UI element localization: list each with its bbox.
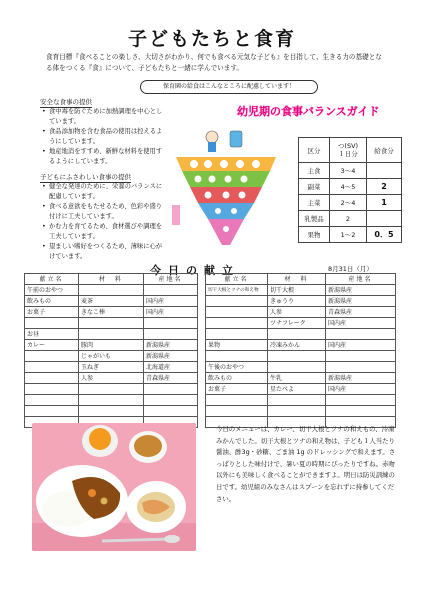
menu-gap (198, 395, 206, 406)
menu-cell: 新潟県産 (326, 296, 396, 307)
menu-cell (25, 373, 79, 384)
menu-row (25, 362, 396, 373)
menu-row (25, 395, 396, 406)
menu-title: 今日の献立 (150, 264, 240, 277)
guide-cell: 1 (367, 195, 402, 211)
menu-cell (268, 362, 326, 373)
menu-cell: 産地名 (144, 274, 198, 285)
menu-header-row (25, 274, 396, 285)
guide-cell: 4～5 (330, 179, 367, 195)
menu-gap (198, 362, 206, 373)
menu-cell: 人参 (268, 307, 326, 318)
menu-cell: 豚肉 (79, 340, 144, 351)
guide-row (299, 195, 402, 211)
menu-cell (25, 351, 79, 362)
menu-row (25, 296, 396, 307)
guide-row (299, 163, 402, 179)
guide-cell (367, 211, 402, 227)
menu-table (24, 273, 396, 428)
menu-cell: お菓子 (25, 307, 79, 318)
menu-cell: 青森県産 (144, 373, 198, 384)
bullet-text: かむ力を育てるため、食材選びや調理を工夫しています。 (49, 223, 163, 240)
menu-cell (268, 406, 326, 417)
bullet-item (42, 202, 168, 222)
menu-cell: 玉ねぎ (79, 362, 144, 373)
menu-cell (206, 329, 268, 340)
guide-cell: 2～4 (330, 195, 367, 211)
menu-cell: 献立名 (206, 274, 268, 285)
bullet-text: 地産地消をすすめ、新鮮な材料を使用するようにしています。 (49, 148, 163, 165)
balance-guide-title: 幼児期の食事バランスガイド (237, 105, 380, 118)
menu-gap (198, 285, 206, 296)
menu-cell (144, 329, 198, 340)
menu-row (25, 307, 396, 318)
menu-cell: 午後のおやつ (206, 362, 268, 373)
bullet-item (42, 127, 168, 147)
menu-cell: 国内産 (326, 318, 396, 329)
menu-cell: カレー (25, 340, 79, 351)
menu-cell (25, 395, 79, 406)
menu-cell (326, 406, 396, 417)
menu-row (25, 340, 396, 351)
menu-cell: 飲みもの (25, 296, 79, 307)
menu-cell: 国内産 (326, 340, 396, 351)
bullet-dot: • (42, 148, 46, 155)
menu-cell: 材 料 (268, 274, 326, 285)
menu-cell: 国内産 (326, 384, 396, 395)
menu-cell (206, 351, 268, 362)
bullet-item (42, 242, 168, 262)
food-pyramid-illustration (172, 127, 280, 249)
menu-row (25, 373, 396, 384)
menu-cell: 北海道産 (144, 362, 198, 373)
guide-row (299, 227, 402, 243)
menu-cell: お昼 (25, 329, 79, 340)
guide-cell: 2 (367, 179, 402, 195)
section-safe-meals-title: 安全な食事の提供 (40, 98, 92, 106)
bullet-dot: • (42, 203, 46, 210)
menu-cell (268, 351, 326, 362)
guide-cell: 主食 (299, 163, 330, 179)
menu-cell: 果物 (206, 340, 268, 351)
menu-cell (206, 395, 268, 406)
menu-cell (79, 406, 144, 417)
menu-cell: 牛乳 (268, 373, 326, 384)
menu-gap (198, 274, 206, 285)
menu-cell (206, 296, 268, 307)
menu-cell: お菓子 (206, 384, 268, 395)
menu-cell (206, 318, 268, 329)
menu-cell: 新潟県産 (326, 285, 396, 296)
safe-meals-list (42, 107, 168, 167)
guide-cell: 乳製品 (299, 211, 330, 227)
bullet-dot: • (42, 223, 46, 230)
menu-cell: 青森県産 (326, 307, 396, 318)
menu-cell (79, 384, 144, 395)
menu-cell (25, 362, 79, 373)
menu-cell: 産地名 (326, 274, 396, 285)
guide-cell: 1～2 (330, 227, 367, 243)
menu-cell (326, 395, 396, 406)
menu-cell: 新潟県産 (144, 340, 198, 351)
bullet-item (42, 147, 168, 167)
guide-header-category: 区分 (299, 138, 330, 163)
menu-cell: 新潟県産 (326, 373, 396, 384)
menu-cell (79, 395, 144, 406)
guide-cell: 0．5 (367, 227, 402, 243)
guide-header-sv: つ(SV) １日分 (330, 138, 367, 163)
menu-cell: じゃがいも (79, 351, 144, 362)
bullet-text: 食品添加物を含む食品の使用は控えるようにしています。 (49, 128, 163, 145)
menu-cell (25, 406, 79, 417)
menu-gap (198, 340, 206, 351)
menu-cell (326, 362, 396, 373)
menu-cell: 星たべよ (268, 384, 326, 395)
menu-cell: 午前のおやつ (25, 285, 79, 296)
menu-cell (144, 395, 198, 406)
guide-cell: 3～4 (330, 163, 367, 179)
menu-cell (79, 285, 144, 296)
menu-cell: 切干大根とツナの和え物 (206, 285, 268, 296)
menu-gap (198, 329, 206, 340)
bullet-text: 食中毒を防ぐために加熱調理を中心としています。 (49, 108, 163, 125)
menu-gap (198, 373, 206, 384)
menu-cell (326, 351, 396, 362)
bullet-item (42, 222, 168, 242)
menu-row (25, 318, 396, 329)
bullet-dot: • (42, 183, 46, 190)
lunch-photo (32, 423, 196, 551)
menu-cell (144, 406, 198, 417)
menu-cell: 飲みもの (206, 373, 268, 384)
menu-row (25, 406, 396, 417)
balance-guide-table (298, 137, 402, 243)
menu-cell: きゅうり (268, 296, 326, 307)
menu-cell: 国内産 (144, 296, 198, 307)
menu-cell (268, 329, 326, 340)
menu-row (25, 285, 396, 296)
child-meals-list (42, 182, 168, 262)
bullet-text: 食べる意欲をもたせるため、色彩や盛り付けに工夫しています。 (49, 203, 163, 220)
menu-cell (206, 406, 268, 417)
menu-cell: 新潟県産 (144, 351, 198, 362)
menu-cell (206, 307, 268, 318)
guide-cell (367, 163, 402, 179)
menu-cell (144, 285, 198, 296)
menu-cell: 人参 (79, 373, 144, 384)
callout-bubble: 保育園の給食はこんなところに配慮しています！ (140, 80, 318, 94)
menu-gap (198, 417, 206, 428)
menu-gap (198, 318, 206, 329)
menu-cell (144, 384, 198, 395)
menu-cell (79, 318, 144, 329)
menu-row (25, 384, 396, 395)
guide-header-lunch: 給食分 (367, 138, 402, 163)
menu-date: 8月31日（月） (328, 265, 373, 273)
menu-cell (25, 384, 79, 395)
menu-row (25, 329, 396, 340)
bullet-dot: • (42, 108, 46, 115)
menu-cell: きなこ棒 (79, 307, 144, 318)
menu-gap (198, 307, 206, 318)
menu-row (25, 351, 396, 362)
menu-cell (268, 395, 326, 406)
menu-gap (198, 351, 206, 362)
menu-cell: 材 料 (79, 274, 144, 285)
bullet-dot: • (42, 128, 46, 135)
menu-cell (79, 329, 144, 340)
bullet-item (42, 107, 168, 127)
bullet-dot: • (42, 243, 46, 250)
guide-cell: 2 (330, 211, 367, 227)
menu-cell (144, 318, 198, 329)
menu-cell: 切干大根 (268, 285, 326, 296)
menu-gap (198, 406, 206, 417)
guide-row (299, 211, 402, 227)
bullet-text: 望ましい嗜好をつくるため、薄味に心がけています。 (49, 243, 163, 260)
page-title: 子どもたちと食育 (127, 28, 296, 50)
guide-cell: 果物 (299, 227, 330, 243)
intro-text: 食育目標『食べることの楽しさ、大切さがわかり、何でも食べる元気な子ども』を目指して、生きる力の基礎となる体をつくる『食』について、子どもたちと一緒に学んでいます。 (46, 53, 382, 72)
menu-cell (25, 318, 79, 329)
menu-description: 今日のメニューは、カレー、切干大根とツナの和えもの、冷凍みかんでした。切干大根とツナの和え物は、子ども１人当たり醤油、酢3g・砂糖、ごま油 1g のドレッシングで和えます。さっぱりとした味付けで、暑い夏の時期にぴったりですね。赤吻以外にも美味しく食べることができますよ。明日は防災訓練の日です。幼児組のみなさんはスプーンを忘れずに持参してください。 (216, 425, 396, 503)
bullet-item (42, 182, 168, 202)
section-child-meals-title: 子どもにふさわしい食事の提供 (40, 173, 131, 181)
bullet-text: 健全な発達のために、栄養のバランスに配慮しています。 (49, 183, 163, 200)
menu-cell (326, 329, 396, 340)
guide-cell: 主菜 (299, 195, 330, 211)
menu-cell: 国内産 (144, 307, 198, 318)
menu-cell: 冷凍みかん (268, 340, 326, 351)
menu-cell: 麦茶 (79, 296, 144, 307)
guide-row (299, 179, 402, 195)
menu-cell: ツナフレーク (268, 318, 326, 329)
guide-cell: 副菜 (299, 179, 330, 195)
menu-cell: 献立名 (25, 274, 79, 285)
menu-gap (198, 296, 206, 307)
menu-gap (198, 384, 206, 395)
